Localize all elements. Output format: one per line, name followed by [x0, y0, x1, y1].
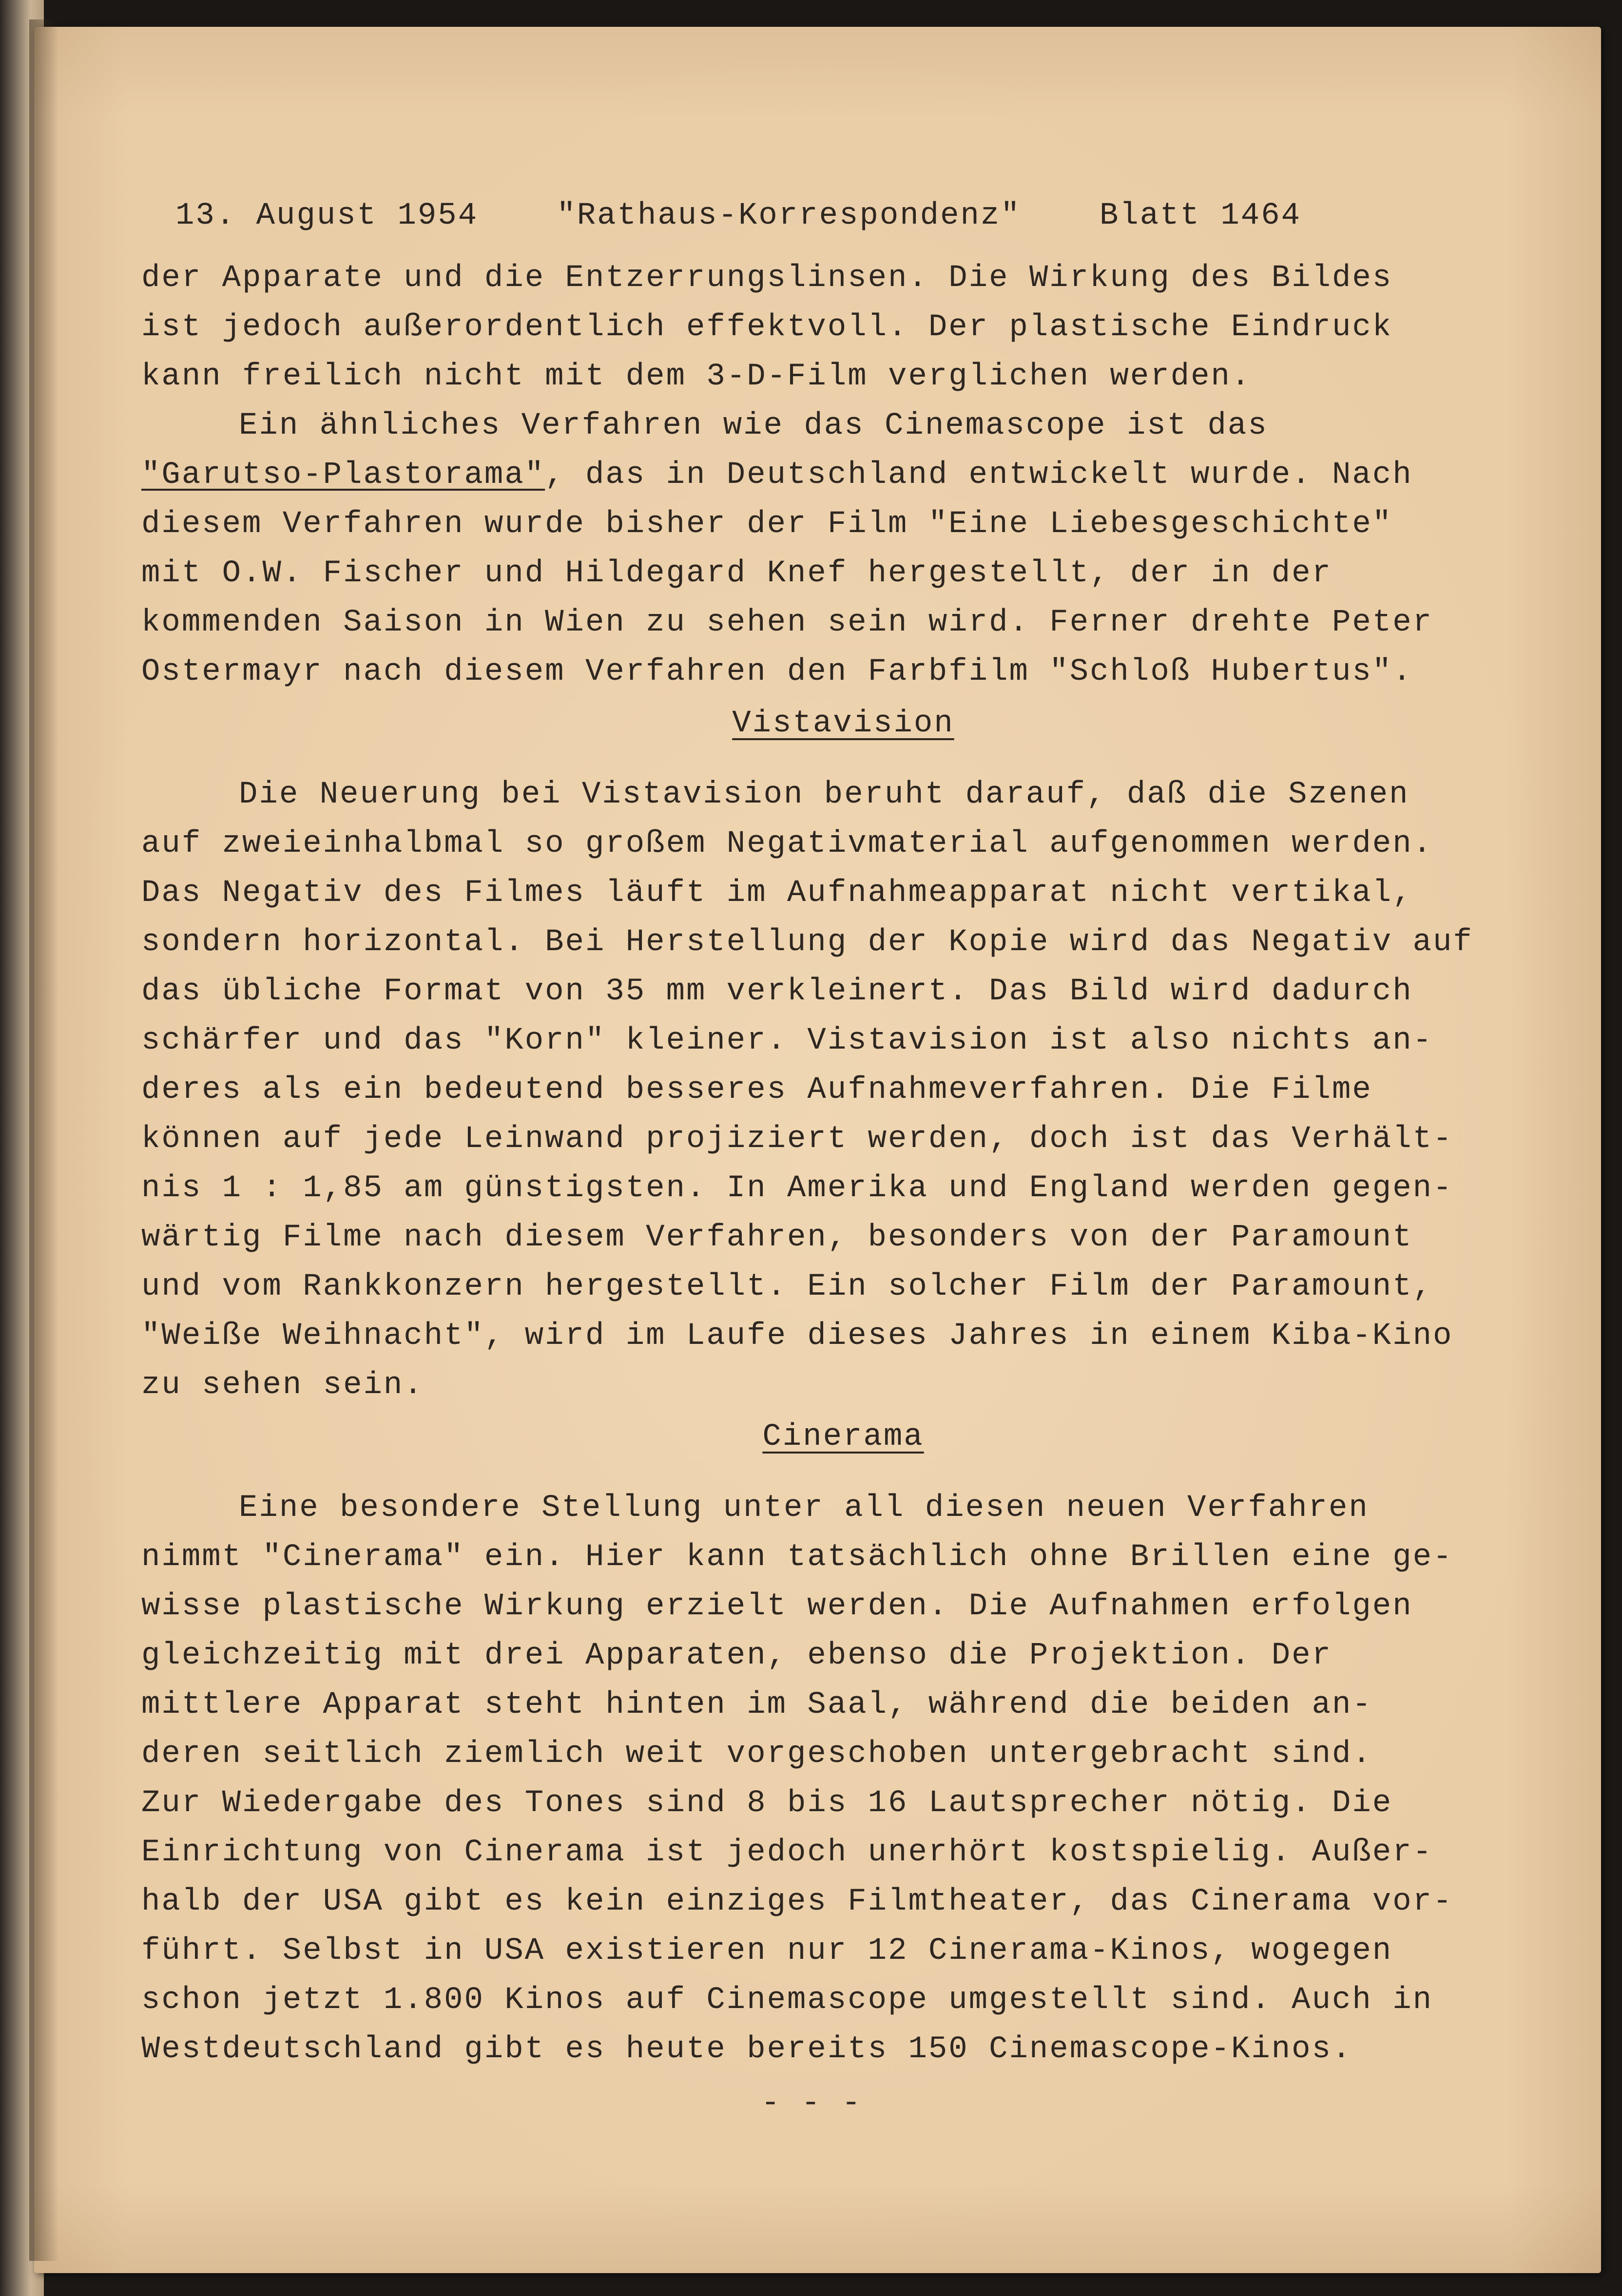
- text-line: deren seitlich ziemlich weit vorgeschoben untergebracht sind.: [141, 1737, 1372, 1772]
- typed-document: [141, 192, 1545, 2128]
- page-header: [175, 192, 1301, 239]
- heading-text: Vistavision: [732, 706, 954, 741]
- text-line: das übliche Format von 35 mm verkleinert. Das Bild wird dadurch: [141, 974, 1413, 1009]
- text-line: Das Negativ des Filmes läuft im Aufnahmeapparat nicht vertikal,: [141, 876, 1413, 911]
- text-line: auf zweieinhalbmal so großem Negativmaterial aufgenommen werden.: [141, 826, 1433, 861]
- cinerama-paragraph: [141, 1484, 1545, 2074]
- vistavision-paragraph: [141, 770, 1545, 1410]
- text-line: halb der USA gibt es kein einziges Filmtheater, das Cinerama vor-: [141, 1884, 1453, 1919]
- header-date: 13. August 1954: [175, 198, 479, 233]
- section-heading-cinerama: [141, 1413, 1545, 1462]
- text-line: [141, 451, 1545, 500]
- text-line: sondern horizontal. Bei Herstellung der Kopie wird das Negativ auf: [141, 925, 1473, 960]
- text-line: deres als ein bedeutend besseres Aufnahmeverfahren. Die Filme: [141, 1072, 1372, 1108]
- intro-paragraph: [141, 254, 1545, 402]
- text-line: zu sehen sein.: [141, 1368, 424, 1403]
- text-line: kann freilich nicht mit dem 3-D-Film verglichen werden.: [141, 359, 1252, 394]
- text-line: diesem Verfahren wurde bisher der Film "Eine Liebesgeschichte": [141, 507, 1393, 542]
- garutso-plastorama-term: "Garutso-Plastorama": [141, 458, 545, 493]
- text-line: schärfer und das "Korn" kleiner. Vistavision ist also nichts an-: [141, 1023, 1433, 1058]
- section-heading-vistavision: [141, 699, 1545, 748]
- text-line: "Weiße Weihnacht", wird im Laufe dieses Jahres in einem Kiba-Kino: [141, 1319, 1453, 1354]
- text-fragment: , das in Deutschland entwickelt wurde. Nach: [545, 458, 1413, 493]
- binding-shadow: [29, 19, 58, 2261]
- text-line: Eine besondere Stellung unter all diesen neuen Verfahren: [239, 1491, 1369, 1526]
- text-line: mit O.W. Fischer und Hildegard Knef hergestellt, der in der: [141, 556, 1332, 591]
- text-line: Ein ähnliches Verfahren wie das Cinemascope ist das: [239, 408, 1268, 443]
- text-line: gleichzeitig mit drei Apparaten, ebenso die Projektion. Der: [141, 1638, 1332, 1673]
- header-sheet-number: Blatt 1464: [1099, 198, 1301, 233]
- text-line: Einrichtung von Cinerama ist jedoch unerhört kostspielig. Außer-: [141, 1835, 1433, 1870]
- text-line: der Apparate und die Entzerrungslinsen. Die Wirkung des Bildes: [141, 261, 1393, 296]
- text-line: Westdeutschland gibt es heute bereits 150 Cinemascope-Kinos.: [141, 2032, 1352, 2067]
- text-line: Die Neuerung bei Vistavision beruht darauf, daß die Szenen: [239, 777, 1410, 812]
- text-line: nimmt "Cinerama" ein. Hier kann tatsächlich ohne Brillen eine ge-: [141, 1540, 1453, 1575]
- text-line: können auf jede Leinwand projiziert werden, doch ist das Verhält-: [141, 1122, 1453, 1157]
- text-line: ist jedoch außerordentlich effektvoll. Der plastische Eindruck: [141, 310, 1393, 345]
- heading-text: Cinerama: [762, 1419, 924, 1454]
- text-line: nis 1 : 1,85 am günstigsten. In Amerika und England werden gegen-: [141, 1171, 1453, 1206]
- text-line: Zur Wiedergabe des Tones sind 8 bis 16 Lautsprecher nötig. Die: [141, 1786, 1393, 1821]
- paper-sheet: [34, 27, 1601, 2273]
- text-line: mittlere Apparat steht hinten im Saal, während die beiden an-: [141, 1687, 1372, 1722]
- header-publication: "Rathaus-Korrespondenz": [557, 198, 1021, 233]
- text-line: Ostermayr nach diesem Verfahren den Farbfilm "Schloß Hubertus".: [141, 654, 1413, 689]
- text-line: kommenden Saison in Wien zu sehen sein wird. Ferner drehte Peter: [141, 605, 1433, 640]
- garutso-paragraph: [141, 402, 1545, 697]
- text-line: führt. Selbst in USA existieren nur 12 Cinerama-Kinos, wogegen: [141, 1933, 1393, 1969]
- text-line: und vom Rankkonzern hergestellt. Ein solcher Film der Paramount,: [141, 1269, 1433, 1304]
- text-line: schon jetzt 1.800 Kinos auf Cinemascope umgestellt sind. Auch in: [141, 1983, 1433, 2018]
- text-line: wärtig Filme nach diesem Verfahren, besonders von der Paramount: [141, 1220, 1413, 1255]
- end-mark: - - -: [761, 2086, 862, 2121]
- text-line: wisse plastische Wirkung erzielt werden. Die Aufnahmen erfolgen: [141, 1589, 1413, 1624]
